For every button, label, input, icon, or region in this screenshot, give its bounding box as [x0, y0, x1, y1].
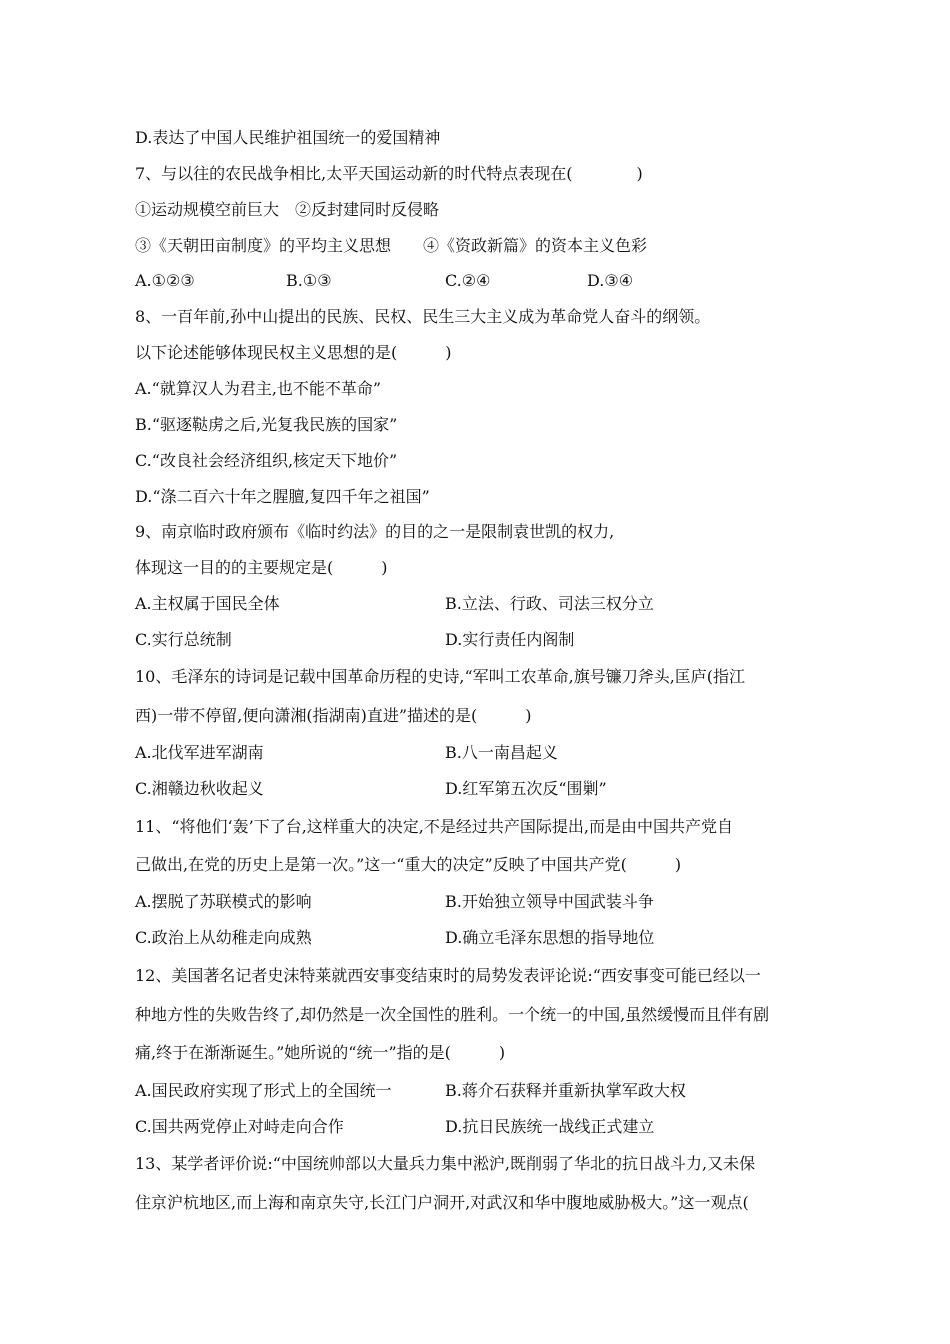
q10-options-row-2	[135, 779, 607, 799]
q12-option-d: D.抗日民族统一战线正式建立	[445, 1117, 655, 1136]
q7-option-d: D.③④	[587, 271, 634, 290]
q11-options-row-2	[135, 928, 655, 948]
q10-options-row-1	[135, 743, 558, 763]
q12-option-b: B.蒋介石获释并重新执掌军政大权	[445, 1081, 686, 1100]
q12-stem-line-2: 种地方性的失败告终了,却仍然是一次全国性的胜利。一个统一的中国,虽然缓慢而且伴有剧	[135, 1005, 770, 1024]
q8-stem-line-1: 8、一百年前,孙中山提出的民族、民权、民生三大主义成为革命党人奋斗的纲领。	[135, 307, 711, 326]
q8-option-d: D.“涤二百六十年之腥膻,复四千年之祖国”	[135, 487, 430, 506]
q11-stem-line-1: 11、“将他们‘轰’下了台,这样重大的决定,不是经过共产国际提出,而是由中国共产党自	[135, 817, 733, 836]
q11-option-a: A.摆脱了苏联模式的影响	[135, 892, 312, 911]
q10-option-d: D.红军第五次反“围剿”	[445, 779, 607, 798]
q10-option-c: C.湘赣边秋收起义	[135, 779, 264, 798]
q6-option-d: D.表达了中国人民维护祖国统一的爱国精神	[135, 128, 441, 147]
q9-option-b: B.立法、行政、司法三权分立	[445, 594, 654, 613]
q11-stem-line-2: 己做出,在党的历史上是第一次。”这一“重大的决定”反映了中国共产党( )	[135, 855, 682, 874]
q9-options-row-2	[135, 630, 575, 650]
q7-options-row	[135, 271, 634, 291]
q12-option-a: A.国民政府实现了形式上的全国统一	[135, 1081, 392, 1100]
q7-items-3-4: ③《天朝田亩制度》的平均主义思想 ④《资政新篇》的资本主义色彩	[135, 236, 648, 255]
q11-options-row-1	[135, 892, 654, 912]
q9-option-c: C.实行总统制	[135, 630, 232, 649]
q9-stem-line-2: 体现这一目的的主要规定是( )	[135, 558, 388, 577]
q10-option-a: A.北伐军进军湖南	[135, 743, 264, 762]
q12-options-row-1	[135, 1081, 686, 1101]
q13-stem-line-1: 13、某学者评价说:“中国统帅部以大量兵力集中淞沪,既削弱了华北的抗日战斗力,又未保	[135, 1154, 756, 1173]
q9-options-row-1	[135, 594, 654, 614]
q7-option-c: C.②④	[445, 271, 491, 290]
q11-option-d: D.确立毛泽东思想的指导地位	[445, 928, 655, 947]
q10-option-b: B.八一南昌起义	[445, 743, 558, 762]
q13-stem-line-2: 住京沪杭地区,而上海和南京失守,长江门户洞开,对武汉和华中腹地威胁极大。”这一观点(	[135, 1193, 749, 1212]
q8-option-a: A.“就算汉人为君主,也不能不革命”	[135, 379, 382, 398]
q9-stem-line-1: 9、南京临时政府颁布《临时约法》的目的之一是限制袁世凯的权力,	[135, 522, 615, 541]
q12-stem-line-1: 12、美国著名记者史沫特莱就西安事变结束时的局势发表评论说:“西安事变可能已经以一	[135, 966, 761, 985]
q11-option-c: C.政治上从幼稚走向成熟	[135, 928, 312, 947]
q7-items-1-2: ①运动规模空前巨大 ②反封建同时反侵略	[135, 200, 440, 219]
q7-stem: 7、与以往的农民战争相比,太平天国运动新的时代特点表现在( )	[135, 164, 643, 183]
q10-stem-line-1: 10、毛泽东的诗词是记载中国革命历程的史诗,“军叫工农革命,旗号镰刀斧头,匡庐(指江	[135, 667, 746, 686]
q9-option-a: A.主权属于国民全体	[135, 594, 280, 613]
q12-option-c: C.国共两党停止对峙走向合作	[135, 1117, 344, 1136]
q12-options-row-2	[135, 1117, 655, 1137]
q8-option-c: C.“改良社会经济组织,核定天下地价”	[135, 451, 398, 470]
q11-option-b: B.开始独立领导中国武装斗争	[445, 892, 654, 911]
q7-option-b: B.①③	[286, 271, 332, 290]
q10-stem-line-2: 西)一带不停留,便向潇湘(指湖南)直进”描述的是( )	[135, 706, 532, 725]
q8-stem-line-2: 以下论述能够体现民权主义思想的是( )	[135, 343, 452, 362]
q12-stem-line-3: 痛,终于在渐渐诞生。”她所说的“统一”指的是( )	[135, 1043, 506, 1062]
q8-option-b: B.“驱逐鞑虏之后,光复我民族的国家”	[135, 415, 398, 434]
q9-option-d: D.实行责任内阁制	[445, 630, 575, 649]
q7-option-a: A.①②③	[135, 271, 195, 290]
